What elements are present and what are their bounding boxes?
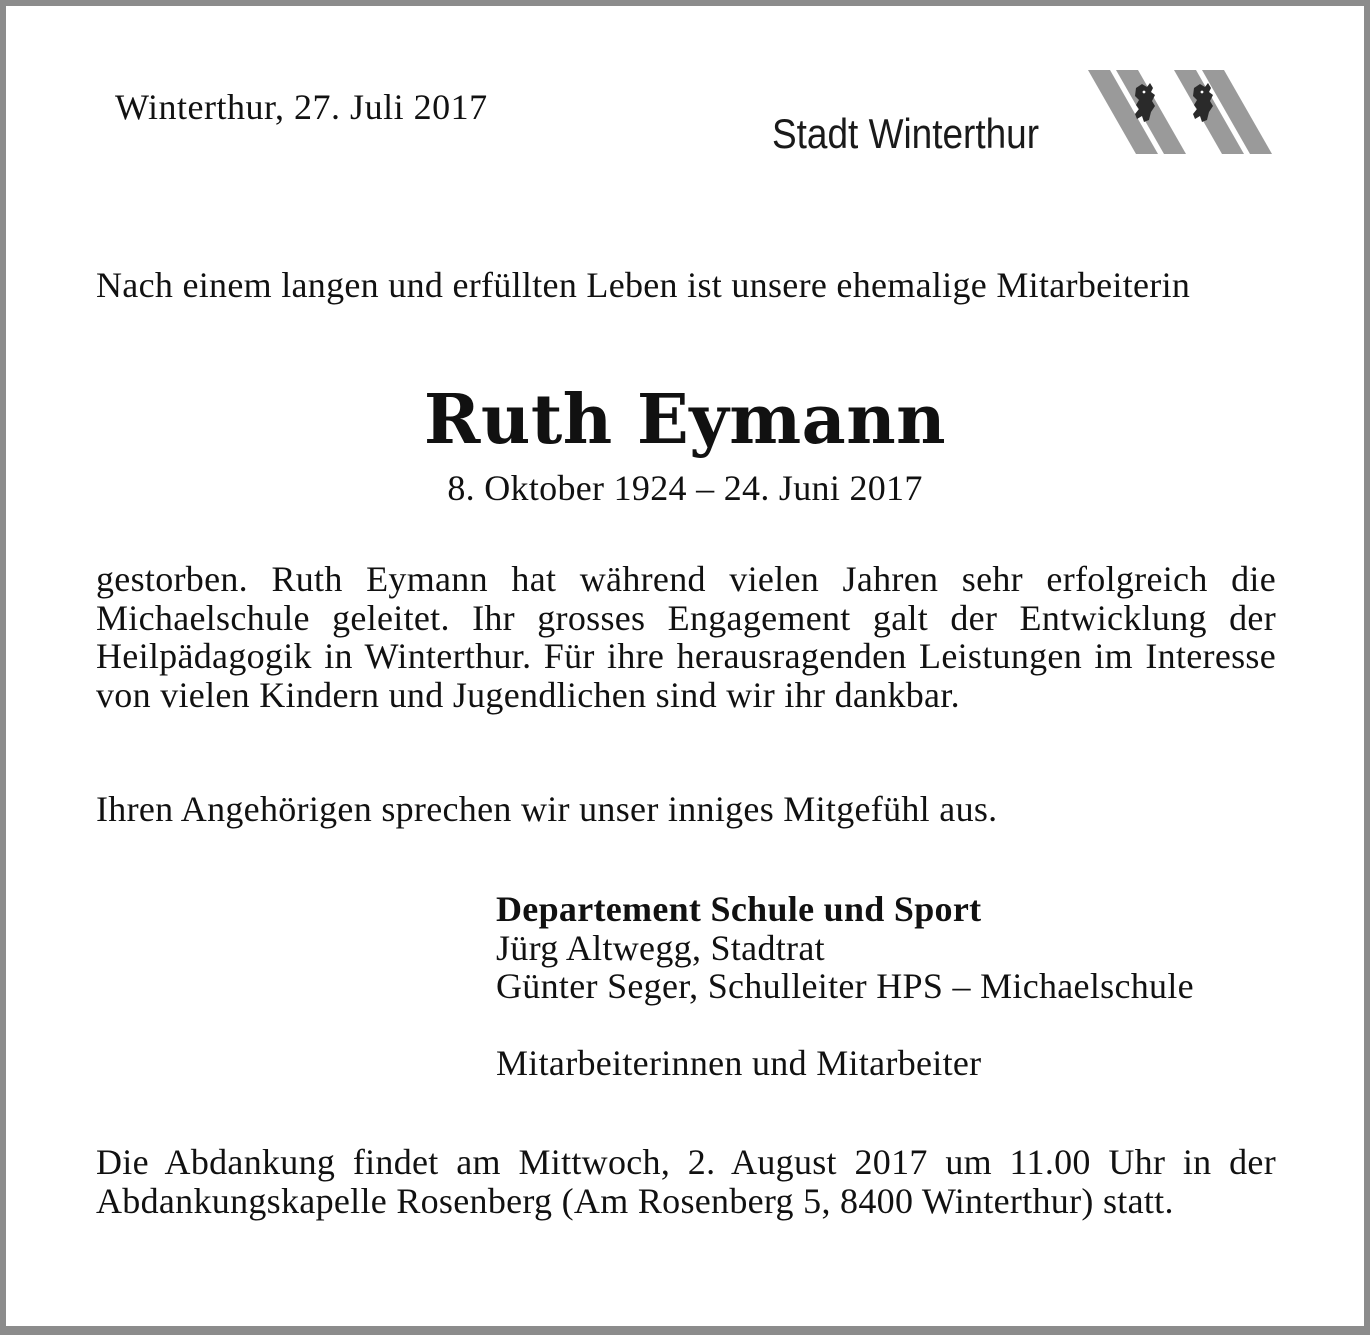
condolence-text: Ihren Angehörigen sprechen wir unser inniges Mitgefühl aus. <box>96 789 998 829</box>
signer-line: Günter Seger, Schulleiter HPS – Michaelschule <box>496 966 1194 1006</box>
date-line: Winterthur, 27. Juli 2017 <box>115 87 488 127</box>
obituary-body: gestorben. Ruth Eymann hat während vielen Jahren sehr erfolgreich die Michaelschule geleitet. Ihr grosses Engagement galt der Entwicklung der Heilpädagogik in Winterthur. Für ihre herausragenden Leistungen im Interesse von vielen Kindern und Jugendlichen sind wir ihr dankbar. <box>96 559 1276 715</box>
signer-line: Mitarbeiterinnen und Mitarbeiter <box>496 1042 982 1083</box>
intro-text: Nach einem langen und erfüllten Leben ist unsere ehemalige Mitarbeiterin <box>96 265 1191 305</box>
life-dates: 8. Oktober 1924 – 24. Juni 2017 <box>447 468 923 508</box>
logo-text: Stadt Winterthur <box>772 110 1040 157</box>
spacer <box>496 1006 1296 1044</box>
signer-line: Jürg Altwegg, Stadtrat <box>496 927 825 968</box>
deceased-name: Ruth Eymann <box>423 380 947 460</box>
city-logo <box>772 70 1282 160</box>
coat-of-arms-icon <box>1088 70 1278 154</box>
ceremony-notice: Die Abdankung findet am Mittwoch, 2. August 2017 um 11.00 Uhr in der Abdankungskapelle Rosenberg (Am Rosenberg 5, 8400 Winterthur) statt. <box>96 1142 1276 1221</box>
signature-block <box>496 890 1296 1082</box>
department-name: Departement Schule und Sport <box>496 889 982 929</box>
